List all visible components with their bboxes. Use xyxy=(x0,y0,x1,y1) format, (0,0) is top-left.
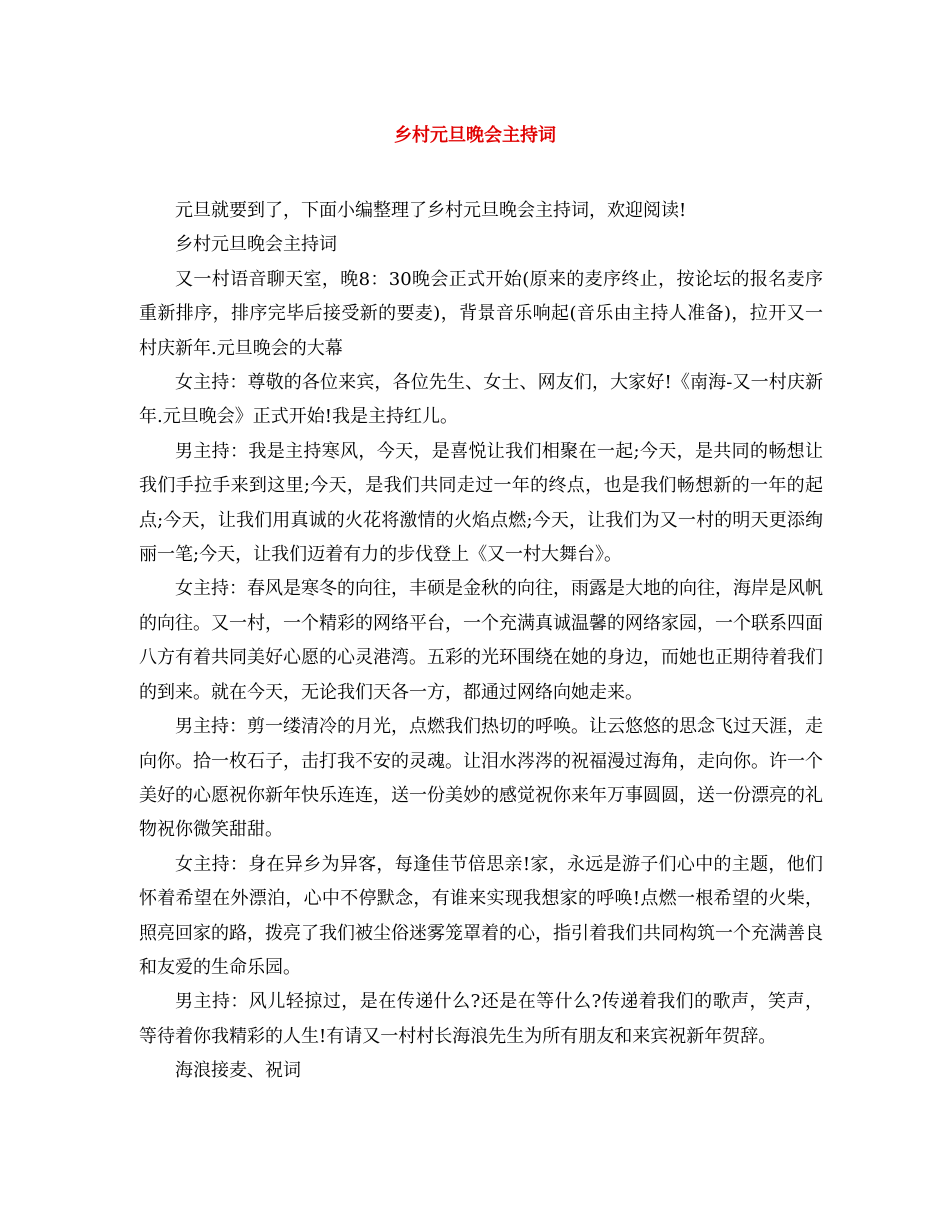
document-title: 乡村元旦晚会主持词 xyxy=(394,125,556,146)
paragraph-male-host-3: 男主持：风儿轻掠过，是在传递什么?还是在等什么?传递着我们的歌声，笑声，等待着你我精彩的人生!有请又一村村长海浪先生为所有朋友和来宾祝新年贺辞。 xyxy=(139,991,823,1047)
paragraph-closing: 海浪接麦、祝词 xyxy=(175,1060,301,1082)
paragraph-female-host-2: 女主持：春风是寒冬的向往，丰硕是金秋的向往，雨露是大地的向往，海岸是风帆的向往。又一村，一个精彩的网络平台，一个充满真诚温馨的网络家园，一个联系四面八方有着共同美好心愿的心灵港湾。五彩的光环围绕在她的身边，而她也正期待着我们的到来。就在今天，无论我们天各一方，都通过网络向她走来。 xyxy=(139,578,823,703)
paragraph-male-host-1: 男主持：我是主持寒风，今天，是喜悦让我们相聚在一起;今天，是共同的畅想让我们手拉手来到这里;今天，是我们共同走过一年的终点，也是我们畅想新的一年的起点;今天，让我们用真诚的火花将激情的火焰点燃;今天，让我们为又一村的明天更添绚丽一笔;今天，让我们迈着有力的步伐登上《又一村大舞台》。 xyxy=(139,440,823,566)
paragraph-opening: 又一村语音聊天室，晚8：30晚会正式开始(原来的麦序终止，按论坛的报名麦序重新排序，排序完毕后接受新的要麦)，背景音乐响起(音乐由主持人准备)，拉开又一村庆新年.元旦晚会的大幕 xyxy=(139,268,823,359)
paragraph-male-host-2: 男主持：剪一缕清冷的月光，点燃我们热切的呼唤。让云悠悠的思念飞过天涯，走向你。拾一枚石子，击打我不安的灵魂。让泪水涔涔的祝福漫过海角，走向你。许一个美好的心愿祝你新年快乐连连，送一份美妙的感觉祝你来年万事圆圆，送一份漂亮的礼物祝你微笑甜甜。 xyxy=(139,716,823,841)
paragraph-female-host-3: 女主持：身在异乡为异客，每逢佳节倍思亲!家，永远是游子们心中的主题，他们怀着希望在外漂泊，心中不停默念，有谁来实现我想家的呼唤!点燃一根希望的火柴，照亮回家的路，拨亮了我们被尘俗迷雾笼罩着的心，指引着我们共同构筑一个充满善良和友爱的生命乐园。 xyxy=(139,853,823,978)
paragraph-female-host-1: 女主持：尊敬的各位来宾，各位先生、女士、网友们，大家好!《南海-又一村庆新年.元旦晚会》正式开始!我是主持红儿。 xyxy=(139,372,823,428)
paragraph-intro: 元旦就要到了，下面小编整理了乡村元旦晚会主持词，欢迎阅读! xyxy=(175,200,687,221)
paragraph-subtitle: 乡村元旦晚会主持词 xyxy=(175,234,337,256)
document-body xyxy=(139,194,823,1089)
